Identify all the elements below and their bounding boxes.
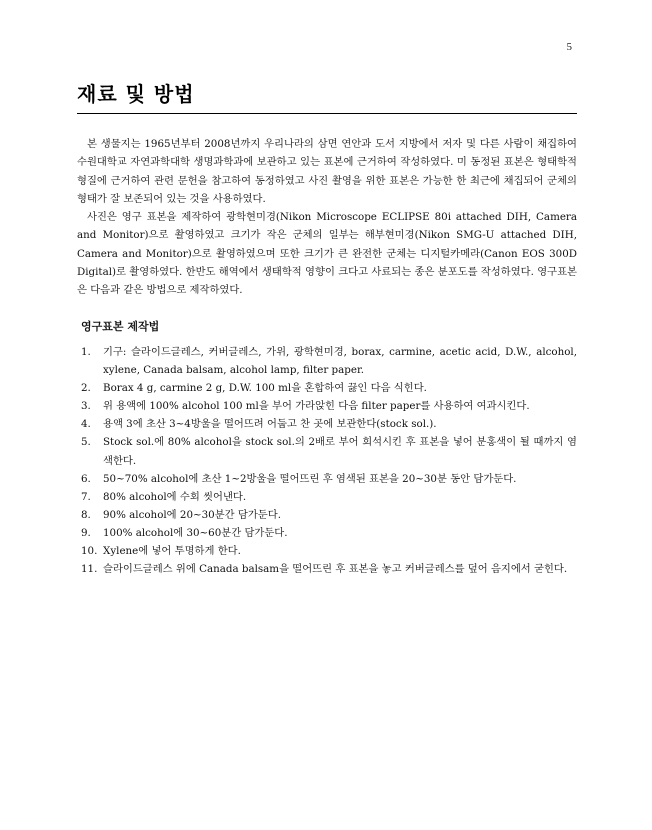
step-item bbox=[81, 415, 577, 433]
step-item bbox=[81, 488, 577, 506]
paragraph: 사진은 영구 표본을 제작하여 광학현미경(Nikon Microscope ECLIPSE 80i attached DIH, Camera and Monitor)으로 촬영하였고 크기가 작은 군체의 일부는 해부현미경(Nikon SMG-U attached DIH, Camera and Monitor)으로 촬영하였으며 또한 크기가 큰 완전한 군체는 디지털카메라(Canon EOS 300D Digital)로 촬영하였다. 한반도 해역에서 생태학적 영향이 크다고 사료되는 종은 분포도를 작성하였다. 영구표본은 다음과 같은 방법으로 제작하였다. bbox=[77, 211, 577, 297]
step-text: 100% alcohol에 30~60분간 담가둔다. bbox=[103, 526, 288, 539]
step-text: 슬라이드글레스 위에 Canada balsam을 떨어뜨린 후 표본을 놓고 커버글레스를 덮어 음지에서 굳힌다. bbox=[103, 563, 568, 576]
step-number: 10. bbox=[81, 545, 98, 558]
step-number: 2. bbox=[81, 382, 91, 395]
step-item bbox=[81, 506, 577, 524]
step-text: 80% alcohol에 수회 씻어낸다. bbox=[103, 490, 247, 503]
step-text: 용액 3에 초산 3~4방울을 떨어뜨려 어둡고 찬 곳에 보관한다(stock sol.). bbox=[103, 418, 437, 431]
step-item bbox=[81, 542, 577, 560]
step-item bbox=[81, 433, 577, 469]
step-item bbox=[81, 397, 577, 415]
section-header bbox=[77, 78, 577, 114]
step-text: 위 용액에 100% alcohol 100 ml을 부어 가라앉힌 다음 filter paper를 사용하여 여과시킨다. bbox=[103, 400, 530, 413]
step-text: 기구: 슬라이드글레스, 커버글레스, 가위, 광학현미경, borax, carmine, acetic acid, D.W., alcohol, xylene, Canada balsam, alcohol lamp, filter paper. bbox=[103, 346, 577, 377]
step-item bbox=[81, 343, 577, 379]
step-text: Xylene에 넣어 투명하게 한다. bbox=[103, 545, 241, 558]
step-item bbox=[81, 560, 577, 578]
step-number: 8. bbox=[81, 508, 91, 521]
section-title: 재료 및 방법 bbox=[77, 82, 195, 106]
step-item bbox=[81, 379, 577, 397]
step-number: 3. bbox=[81, 400, 91, 413]
step-text: Borax 4 g, carmine 2 g, D.W. 100 ml을 혼합하여 끓인 다음 식힌다. bbox=[103, 382, 427, 395]
step-item bbox=[81, 470, 577, 488]
title-underline bbox=[77, 113, 577, 114]
step-number: 5. bbox=[81, 436, 91, 449]
step-text: 90% alcohol에 20~30분간 담가둔다. bbox=[103, 508, 281, 521]
procedure-steps bbox=[81, 343, 577, 578]
step-text: 50~70% alcohol에 초산 1~2방울을 떨어뜨린 후 염색된 표본을 20~30분 동안 담가둔다. bbox=[103, 472, 517, 485]
step-number: 1. bbox=[81, 346, 91, 358]
step-number: 6. bbox=[81, 472, 91, 485]
step-number: 11. bbox=[81, 563, 98, 576]
page-number: 5 bbox=[566, 41, 572, 53]
paragraph: 본 생물지는 1965년부터 2008년까지 우리나라의 삼면 연안과 도서 지방에서 저자 및 다른 사람이 채집하여 수원대학교 자연과학대학 생명과학과에 보관하고 있는 표본에 근거하여 작성하였다. 미 동정된 표본은 형태학적 형질에 근거하여 관련 문헌을 참고하여 동정하였고 사진 촬영을 위한 표본은 가능한 한 최근에 채집되어 군체의 형태가 잘 보존되어 있는 것을 사용하였다. bbox=[77, 138, 577, 205]
procedure-heading: 영구표본 제작법 bbox=[81, 320, 160, 333]
step-number: 7. bbox=[81, 490, 91, 503]
step-item bbox=[81, 524, 577, 542]
body-text bbox=[77, 135, 577, 300]
step-number: 4. bbox=[81, 418, 91, 431]
step-text: Stock sol.에 80% alcohol을 stock sol.의 2배로 부어 희석시킨 후 표본을 넣어 분홍색이 될 때까지 염색한다. bbox=[103, 436, 577, 467]
step-number: 9. bbox=[81, 526, 91, 539]
